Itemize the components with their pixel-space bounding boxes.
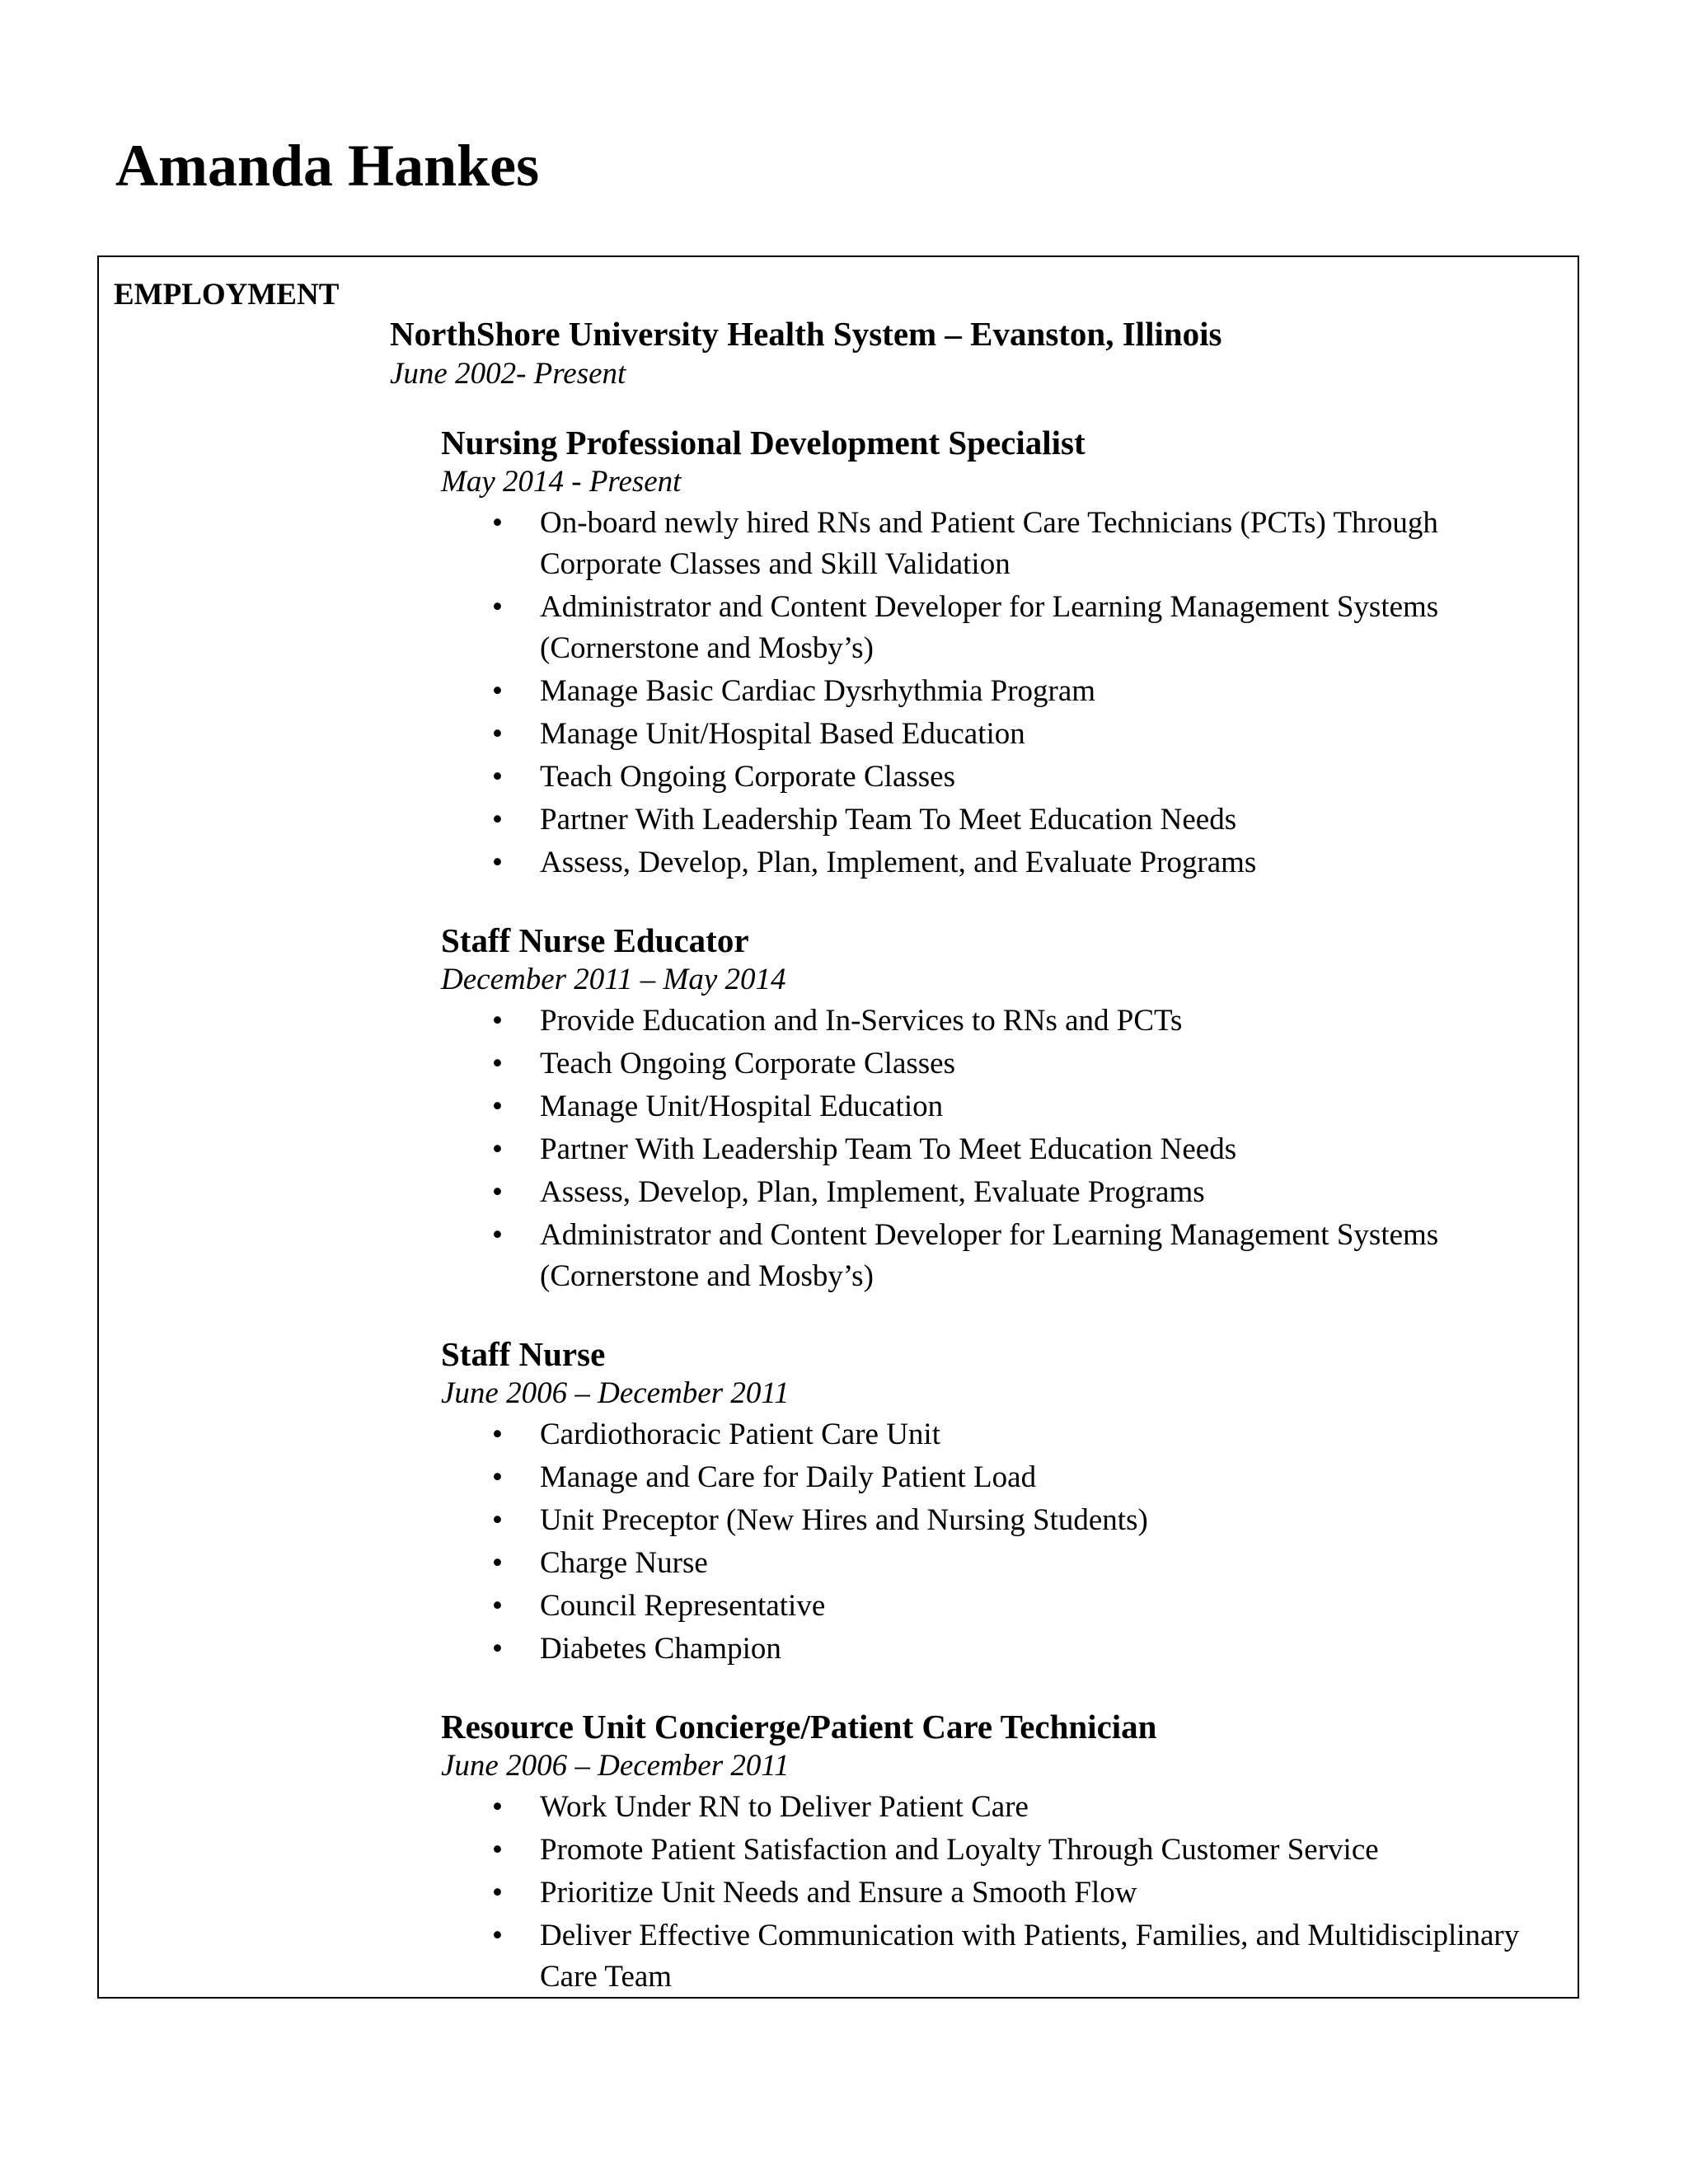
bullet-text: Cardiothoracic Patient Care Unit <box>540 1418 940 1451</box>
bullet-item <box>441 842 1560 883</box>
bullet-item <box>441 1629 1560 1670</box>
bullet-text: Charge Nurse <box>540 1546 708 1580</box>
bullet-item <box>441 1586 1560 1627</box>
bullet-text: Council Representative <box>540 1589 826 1623</box>
bullet-text: Provide Education and In-Services to RNs and PCTs <box>540 1004 1183 1038</box>
role-title: Nursing Professional Development Specialist <box>441 424 1085 462</box>
bullet-item <box>441 1129 1560 1170</box>
role-dates: December 2011 – May 2014 <box>441 963 786 996</box>
bullet-item <box>441 1543 1560 1584</box>
bullet-dot-icon: • <box>492 1503 503 1537</box>
employer-block <box>390 313 1560 1998</box>
bullet-dot-icon: • <box>492 1132 503 1166</box>
employer-name: NorthShore University Health System – Evanston, Illinois <box>390 315 1222 353</box>
bullet-text: Teach Ongoing Corporate Classes <box>540 1047 955 1080</box>
bullet-text: Administrator and Content Developer for Learning Management Systems (Cornerstone and Mosby’s) <box>540 590 1439 665</box>
role-dates: June 2006 – December 2011 <box>441 1376 790 1410</box>
role-bullet-list <box>441 1787 1560 1998</box>
role-dates: May 2014 - Present <box>441 465 682 499</box>
bullet-item <box>441 714 1560 755</box>
role-bullet-list <box>441 1001 1560 1297</box>
bullet-dot-icon: • <box>492 1418 503 1451</box>
bullet-text: Teach Ongoing Corporate Classes <box>540 760 955 794</box>
role-entry <box>441 1706 1560 1998</box>
bullet-dot-icon: • <box>492 1460 503 1494</box>
bullet-text: Assess, Develop, Plan, Implement, Evaluate Programs <box>540 1175 1205 1209</box>
bullet-text: Manage Basic Cardiac Dysrhythmia Program <box>540 674 1096 708</box>
employer-dates: June 2002- Present <box>390 357 626 391</box>
bullet-text: Work Under RN to Deliver Patient Care <box>540 1790 1029 1824</box>
bullet-text: Administrator and Content Developer for Learning Management Systems (Cornerstone and Mosby’s) <box>540 1218 1439 1293</box>
bullet-text: Manage and Care for Daily Patient Load <box>540 1460 1037 1494</box>
role-entry <box>441 422 1560 883</box>
bullet-dot-icon: • <box>492 803 503 837</box>
bullet-text: Partner With Leadership Team To Meet Education Needs <box>540 1132 1237 1166</box>
bullet-item <box>441 1001 1560 1042</box>
bullet-item <box>441 587 1560 669</box>
bullet-dot-icon: • <box>492 717 503 751</box>
bullet-text: Deliver Effective Communication with Patients, Families, and Multidisciplinary Care Team <box>540 1919 1520 1994</box>
role-title: Resource Unit Concierge/Patient Care Technician <box>441 1708 1157 1746</box>
bullet-dot-icon: • <box>492 846 503 879</box>
bullet-item <box>441 1172 1560 1213</box>
bullet-item <box>441 1830 1560 1871</box>
bullet-text: On-board newly hired RNs and Patient Care Technicians (PCTs) Through Corporate Classes and Skill Validation <box>540 506 1438 581</box>
bullet-item <box>441 1787 1560 1828</box>
bullet-item <box>441 1215 1560 1297</box>
bullet-item <box>441 1500 1560 1541</box>
bullet-item <box>441 757 1560 798</box>
bullet-text: Unit Preceptor (New Hires and Nursing Students) <box>540 1503 1148 1537</box>
bullet-dot-icon: • <box>492 506 503 540</box>
bullet-dot-icon: • <box>492 1790 503 1824</box>
role-entry <box>441 1333 1560 1670</box>
role-dates: June 2006 – December 2011 <box>441 1749 790 1783</box>
role-entry <box>441 920 1560 1297</box>
section-heading-employment: EMPLOYMENT <box>114 278 340 312</box>
bullet-dot-icon: • <box>492 1004 503 1038</box>
bullet-item <box>441 1457 1560 1498</box>
bullet-dot-icon: • <box>492 1090 503 1123</box>
bullet-dot-icon: • <box>492 674 503 708</box>
role-bullet-list <box>441 1414 1560 1670</box>
bullet-item <box>441 671 1560 712</box>
bullet-text: Manage Unit/Hospital Based Education <box>540 717 1025 751</box>
role-bullet-list <box>441 503 1560 883</box>
bullet-dot-icon: • <box>492 1632 503 1666</box>
bullet-dot-icon: • <box>492 1175 503 1209</box>
bullet-item <box>441 1414 1560 1455</box>
bullet-dot-icon: • <box>492 1546 503 1580</box>
bullet-text: Promote Patient Satisfaction and Loyalty Through Customer Service <box>540 1833 1379 1867</box>
bullet-dot-icon: • <box>492 1218 503 1252</box>
bullet-item <box>441 1915 1560 1998</box>
bullet-dot-icon: • <box>492 1919 503 1952</box>
role-title: Staff Nurse <box>441 1335 606 1373</box>
resume-name: Amanda Hankes <box>115 133 540 199</box>
roles-list <box>441 422 1560 1998</box>
bullet-dot-icon: • <box>492 1589 503 1623</box>
bullet-dot-icon: • <box>492 760 503 794</box>
bullet-dot-icon: • <box>492 1833 503 1867</box>
bullet-item <box>441 799 1560 841</box>
bullet-dot-icon: • <box>492 590 503 624</box>
bullet-dot-icon: • <box>492 1876 503 1910</box>
bullet-text: Assess, Develop, Plan, Implement, and Evaluate Programs <box>540 846 1257 879</box>
bullet-item <box>441 1086 1560 1127</box>
bullet-item <box>441 503 1560 585</box>
bullet-text: Diabetes Champion <box>540 1632 781 1666</box>
bullet-text: Manage Unit/Hospital Education <box>540 1090 944 1123</box>
role-title: Staff Nurse Educator <box>441 921 749 959</box>
bullet-text: Prioritize Unit Needs and Ensure a Smooth Flow <box>540 1876 1137 1910</box>
bullet-item <box>441 1872 1560 1914</box>
bullet-text: Partner With Leadership Team To Meet Education Needs <box>540 803 1237 837</box>
bullet-dot-icon: • <box>492 1047 503 1080</box>
bullet-item <box>441 1043 1560 1085</box>
